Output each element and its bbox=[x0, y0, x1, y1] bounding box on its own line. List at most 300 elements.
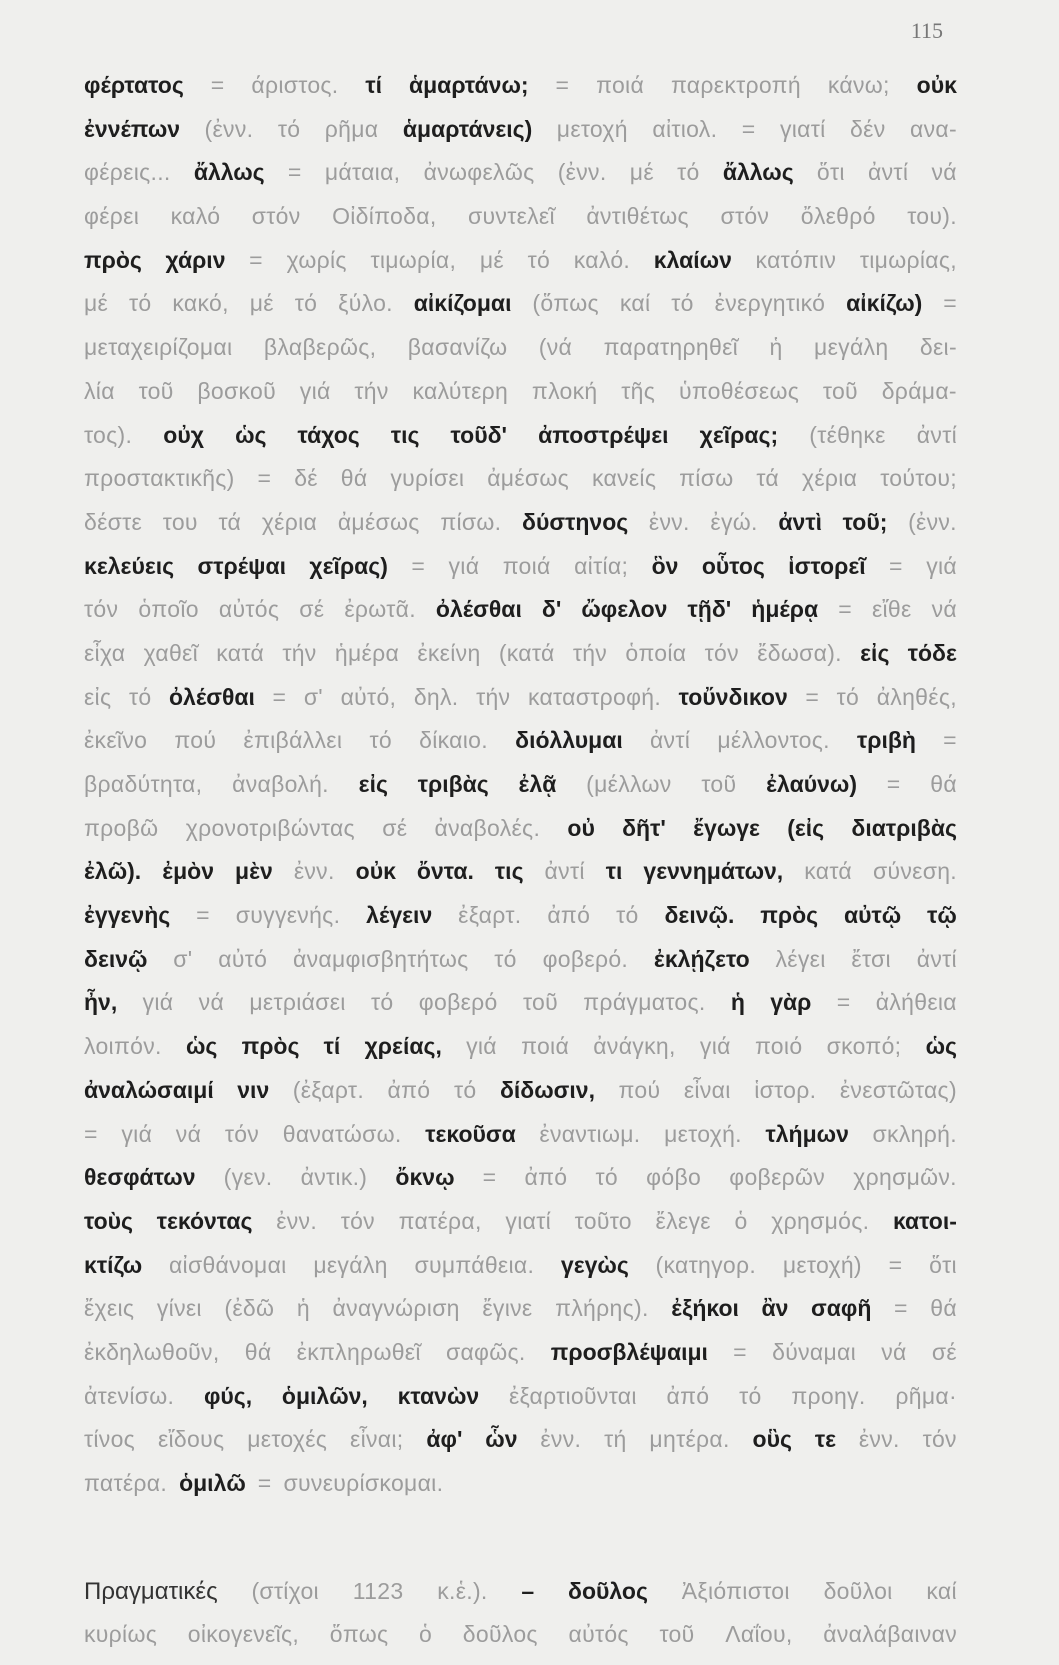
gloss-word: ἀντικ.) bbox=[300, 1164, 368, 1191]
gloss-word: τό bbox=[527, 246, 551, 273]
gloss-word: μεγάλη bbox=[814, 334, 889, 361]
headword: δῆτ' bbox=[622, 814, 666, 841]
gloss-word: κάνω; bbox=[827, 72, 890, 98]
headword: τί bbox=[365, 72, 383, 98]
gloss-word: (τέθηκε bbox=[809, 421, 886, 448]
gloss-word: ποιά bbox=[502, 552, 551, 579]
gloss-word: = bbox=[805, 683, 820, 710]
gloss-word: μέ bbox=[249, 290, 274, 317]
text-line bbox=[84, 378, 957, 422]
headword: ἐξήκοι bbox=[671, 1295, 739, 1322]
gloss-word: κανείς bbox=[591, 465, 657, 492]
gloss-word: ὑποθέσεως bbox=[678, 377, 800, 404]
gloss-word: χέρια bbox=[801, 465, 858, 492]
gloss-word: (κατά bbox=[498, 639, 555, 666]
gloss-word: τόν bbox=[224, 1120, 260, 1147]
gloss-word: μετοχές bbox=[247, 1426, 328, 1453]
headword: ὧν bbox=[485, 1426, 518, 1453]
gloss-word: εἶχα bbox=[84, 639, 126, 666]
headword: προσβλέψαιμι bbox=[550, 1338, 708, 1365]
gloss-word: σέ bbox=[299, 596, 325, 623]
headword: κτίζω bbox=[84, 1251, 143, 1278]
gloss-word: οἰκογενεῖς, bbox=[187, 1621, 300, 1648]
headword: λέγειν bbox=[366, 902, 433, 929]
text-line bbox=[84, 771, 957, 815]
headword: τις bbox=[494, 858, 524, 885]
gloss-word: εἴθε bbox=[871, 596, 912, 623]
gloss-word: βοσκοῦ bbox=[197, 377, 277, 404]
text-line bbox=[84, 1470, 957, 1514]
gloss-word: ἐπιβάλλει bbox=[243, 727, 343, 754]
text-line bbox=[84, 422, 957, 466]
headword: ὁμιλῶν, bbox=[281, 1382, 368, 1409]
headword: ἄλλως bbox=[193, 159, 265, 186]
headword: – bbox=[521, 1577, 535, 1604]
gloss-word: (κατηγορ. bbox=[655, 1251, 757, 1278]
gloss-word: προβῶ bbox=[84, 814, 159, 841]
headword: τις bbox=[390, 421, 420, 448]
gloss-word: ἀντί bbox=[649, 727, 691, 754]
headword: ὃν bbox=[651, 552, 679, 579]
gloss-word: ὅτι bbox=[816, 159, 845, 186]
headword: τοὺς bbox=[84, 1207, 134, 1234]
gloss-word: ἀναβολή. bbox=[232, 771, 329, 797]
gloss-word: τό bbox=[836, 683, 860, 710]
gloss-word: δίκαιο. bbox=[419, 727, 488, 754]
text-line bbox=[84, 989, 957, 1033]
headword: διατριβὰς bbox=[851, 814, 957, 841]
gloss-word: νά bbox=[931, 159, 957, 186]
gloss-word: ἐκείνη bbox=[417, 639, 481, 666]
gloss-word: εἰς bbox=[84, 683, 112, 710]
text-line bbox=[84, 1621, 957, 1665]
gloss-word: ἔδωσα). bbox=[757, 639, 842, 666]
gloss-word: χρησμός. bbox=[771, 1207, 870, 1234]
gloss-word: μετοχή bbox=[556, 115, 628, 142]
headword: αὐτῷ bbox=[844, 902, 902, 929]
headword: διόλλυμαι bbox=[515, 727, 623, 754]
gloss-word: ἀνωφελῶς bbox=[423, 159, 535, 186]
text-line bbox=[84, 596, 957, 640]
text-line bbox=[84, 1339, 957, 1383]
gloss-word: ἔχεις bbox=[84, 1295, 135, 1322]
headword: οὐχ bbox=[163, 421, 204, 448]
gloss-word: θά bbox=[930, 771, 957, 797]
headword: ἦν, bbox=[84, 989, 118, 1016]
headword: ἐμὸν bbox=[162, 858, 215, 885]
gloss-word: του bbox=[162, 508, 198, 535]
gloss-word: ἀντί bbox=[544, 858, 585, 885]
gloss-word: = bbox=[893, 1295, 908, 1322]
gloss-word: πλήρης). bbox=[555, 1295, 649, 1322]
headword: ἄλλως bbox=[722, 159, 794, 186]
headword: σαφῆ bbox=[811, 1295, 872, 1322]
text-line bbox=[84, 465, 957, 509]
gloss-word: ἀναλάβαιναν bbox=[823, 1621, 957, 1648]
gloss-word: γυρίσει bbox=[390, 465, 465, 492]
gloss-word: κυρίως bbox=[84, 1621, 158, 1648]
text-line bbox=[84, 247, 957, 291]
gloss-word: πίσω. bbox=[440, 508, 502, 535]
headword: ἁμαρτάνεις) bbox=[402, 115, 533, 142]
headword: χάριν bbox=[165, 246, 226, 273]
headword: (εἰς bbox=[787, 814, 825, 841]
gloss-word: 1123 bbox=[352, 1577, 404, 1604]
gloss-word: μεταχειρίζομαι bbox=[84, 334, 233, 361]
gloss-word: ἀτενίσω. bbox=[84, 1382, 175, 1409]
gloss-word: καί bbox=[619, 290, 651, 317]
headword: αἰκίζομαι bbox=[413, 290, 512, 317]
gloss-word: τήν bbox=[476, 683, 511, 710]
gloss-word: τό bbox=[294, 290, 318, 317]
text-line bbox=[84, 815, 957, 859]
gloss-word: ἐξαρτ. bbox=[458, 902, 522, 929]
gloss-word: κ.ἑ.). bbox=[437, 1577, 488, 1604]
text-line bbox=[84, 1383, 957, 1427]
gloss-word: τήν bbox=[282, 639, 317, 666]
headword: ἀποστρέψει bbox=[538, 421, 669, 448]
gloss-word: τό bbox=[616, 902, 639, 929]
gloss-word: = bbox=[210, 72, 225, 98]
gloss-word: κατά bbox=[216, 639, 265, 666]
headword: τοῦ; bbox=[842, 508, 888, 535]
gloss-word: = bbox=[889, 552, 903, 579]
gloss-word: αἰτία; bbox=[574, 552, 629, 579]
gloss-word: μεγάλη bbox=[313, 1251, 388, 1278]
gloss-word: ὁ bbox=[734, 1207, 748, 1234]
gloss-word: νά bbox=[198, 989, 225, 1016]
headword: ἐλῶ). bbox=[84, 858, 142, 885]
text-line bbox=[84, 902, 957, 946]
gloss-word: συντελεῖ bbox=[468, 203, 555, 230]
gloss-word: ὁποία bbox=[625, 639, 687, 666]
text-line bbox=[84, 553, 957, 597]
gloss-word: = bbox=[741, 115, 756, 142]
headword: θεσφάτων bbox=[84, 1164, 196, 1191]
gloss-word: τοῦ bbox=[659, 1621, 695, 1648]
gloss-word: βασανίζω bbox=[407, 334, 508, 361]
headword: ἡμέρᾳ bbox=[751, 596, 819, 623]
headword: τῷ bbox=[927, 902, 957, 929]
gloss-word: τό bbox=[369, 727, 392, 754]
gloss-word: τά bbox=[218, 508, 242, 535]
gloss-word: Πραγματικές bbox=[84, 1577, 218, 1605]
headword: δεινῷ bbox=[84, 945, 148, 972]
gloss-word: καί bbox=[926, 1577, 957, 1604]
gloss-word: ἔγινε bbox=[482, 1295, 533, 1322]
gloss-word: σκοπό; bbox=[826, 1033, 902, 1060]
gloss-word: (γεν. bbox=[223, 1164, 273, 1191]
gloss-word: ἀντί bbox=[916, 945, 957, 972]
gloss-word: σύνεση. bbox=[872, 858, 957, 885]
gloss-word: Οἰδίποδα, bbox=[332, 203, 437, 230]
gloss-word: φέρεις... bbox=[84, 159, 171, 186]
gloss-word: καταστροφή. bbox=[527, 683, 662, 710]
gloss-word: ἀντί bbox=[868, 159, 909, 186]
headword: ἡ bbox=[730, 989, 745, 1016]
gloss-word: ἡμέρα bbox=[334, 639, 400, 666]
headword: ὀλέσθαι bbox=[435, 596, 522, 623]
headword: στρέψαι bbox=[197, 552, 286, 579]
gloss-word: γιά bbox=[142, 989, 174, 1016]
gloss-word: ἡ bbox=[296, 1295, 310, 1322]
gloss-word: ἐνν. bbox=[276, 1207, 318, 1234]
text-line bbox=[84, 1252, 957, 1296]
headword: δίδωσιν, bbox=[499, 1076, 595, 1103]
gloss-word: κατόπιν bbox=[755, 246, 837, 273]
gloss-word: ἐνν. bbox=[540, 1426, 582, 1453]
gloss-word: σ' bbox=[303, 683, 323, 710]
headword: κατοι- bbox=[892, 1207, 957, 1234]
gloss-word: σέ bbox=[931, 1338, 957, 1365]
gloss-word: εἶναι; bbox=[350, 1426, 404, 1453]
gloss-word: (ἐδῶ bbox=[224, 1295, 275, 1322]
gloss-word: ποιά bbox=[521, 1033, 570, 1060]
gloss-word: μέ bbox=[479, 246, 504, 273]
gloss-word: μετοχή) bbox=[782, 1251, 862, 1278]
gloss-word: = bbox=[257, 465, 272, 492]
headword: τριβὰς bbox=[417, 771, 489, 797]
gloss-word: ἀναβολές. bbox=[434, 814, 541, 841]
gloss-word: ανα- bbox=[909, 115, 957, 142]
text-line bbox=[84, 334, 957, 378]
gloss-word: αἰσθάνομαι bbox=[168, 1251, 287, 1278]
gloss-word: δέ bbox=[294, 465, 318, 492]
headword: ἔγωγε bbox=[693, 814, 760, 841]
gloss-word: τοῦ bbox=[138, 377, 174, 404]
gloss-word: μετριάσει bbox=[249, 989, 346, 1016]
gloss-word: συγγενής. bbox=[235, 902, 341, 929]
gloss-word: ὄλεθρό bbox=[800, 203, 876, 230]
gloss-word: ξύλο. bbox=[338, 290, 393, 317]
gloss-word: θά bbox=[340, 465, 368, 492]
gloss-word: ἀναμφισβητήτως bbox=[293, 945, 469, 972]
gloss-word: ἐναντιωμ. bbox=[539, 1120, 641, 1147]
headword: ἀναλώσαιμί bbox=[84, 1076, 214, 1103]
gloss-word: = bbox=[838, 596, 852, 623]
gloss-word: αἰτιολ. bbox=[652, 115, 718, 142]
gloss-word: πατέρα, bbox=[398, 1207, 482, 1234]
gloss-word: ἐνν. bbox=[858, 1426, 900, 1453]
headword: γεννημάτων, bbox=[643, 858, 784, 885]
gloss-word: τό bbox=[370, 989, 394, 1016]
gloss-word: ἀπό bbox=[547, 902, 591, 929]
gloss-word: γιά bbox=[926, 552, 957, 579]
gloss-word: (μέλλων bbox=[586, 771, 672, 797]
headword: οὓς bbox=[752, 1426, 792, 1453]
gloss-word: δοῦλος bbox=[462, 1621, 538, 1648]
headword: ἂν bbox=[761, 1295, 789, 1322]
gloss-word: γιά bbox=[299, 377, 331, 404]
text-line bbox=[84, 946, 957, 990]
gloss-word: μέλλοντος. bbox=[717, 727, 830, 754]
headword: γὰρ bbox=[770, 989, 812, 1016]
headword: κτανὼν bbox=[397, 1382, 480, 1409]
gloss-word: νά bbox=[881, 1338, 907, 1365]
gloss-word: τό bbox=[494, 945, 517, 972]
gloss-word: μετοχή. bbox=[664, 1120, 742, 1147]
gloss-word: γιά bbox=[466, 1033, 497, 1060]
gloss-word: δηλ. bbox=[413, 683, 459, 710]
gloss-word: = bbox=[272, 683, 287, 710]
headword: ἐννέπων bbox=[84, 115, 181, 142]
gloss-word: στόν bbox=[251, 203, 301, 230]
gloss-word: ἐνν. bbox=[293, 858, 335, 885]
gloss-word: = bbox=[84, 1120, 98, 1147]
gloss-word: φοβερό. bbox=[542, 945, 629, 972]
gloss-word: (ἐξαρτ. bbox=[292, 1076, 365, 1103]
gloss-word: χωρίς bbox=[286, 246, 347, 273]
gloss-word: γιατί bbox=[505, 1207, 551, 1234]
gloss-word: θά bbox=[244, 1338, 272, 1365]
headword: εἰς bbox=[358, 771, 388, 797]
text-line bbox=[84, 159, 957, 203]
gloss-word: τοῦ bbox=[701, 771, 737, 797]
gloss-word: πίσω bbox=[679, 465, 734, 492]
headword: ὤφελον bbox=[581, 596, 668, 623]
gloss-word: (ἐνν. bbox=[557, 159, 607, 186]
gloss-word: ἐξαρτιοῦνται bbox=[508, 1382, 637, 1409]
headword: οὐ bbox=[567, 814, 595, 841]
headword: τεκοῦσα bbox=[425, 1120, 516, 1147]
text-line bbox=[84, 203, 957, 247]
gloss-word: αὐτό, bbox=[340, 683, 397, 710]
gloss-word: θά bbox=[930, 1295, 957, 1322]
gloss-word: γιά bbox=[448, 552, 480, 579]
gloss-word: ὅτι bbox=[929, 1251, 957, 1278]
gloss-word: σαφῶς. bbox=[445, 1338, 526, 1365]
gloss-word: ἀναγνώριση bbox=[332, 1295, 460, 1322]
headword: ὡς bbox=[185, 1033, 218, 1060]
gloss-word: μητέρα. bbox=[649, 1426, 730, 1453]
gloss-word: γιά bbox=[699, 1033, 731, 1060]
gloss-word: συμπάθεια. bbox=[414, 1251, 535, 1278]
text-line bbox=[84, 858, 957, 902]
gloss-word: = bbox=[733, 1338, 747, 1365]
headword: χρείας, bbox=[364, 1033, 442, 1060]
headword: ἐλαύνω) bbox=[766, 771, 857, 797]
headword: μὲν bbox=[235, 858, 273, 885]
text-line bbox=[84, 727, 957, 771]
gloss-word: τά bbox=[756, 465, 780, 492]
gloss-word: Ἀξιόπιστοι bbox=[681, 1577, 790, 1604]
gloss-word: γιατί bbox=[779, 115, 826, 142]
gloss-word: πράγματος. bbox=[583, 989, 706, 1016]
gloss-word: καλό bbox=[170, 203, 221, 230]
gloss-word: φέρει bbox=[84, 203, 140, 230]
headword: χεῖρας; bbox=[699, 421, 779, 448]
gloss-word: πού bbox=[618, 1076, 661, 1103]
gloss-word: τόν bbox=[922, 1426, 957, 1453]
gloss-word: λία bbox=[84, 377, 115, 404]
gloss-word: = bbox=[249, 246, 263, 273]
gloss-word: τό bbox=[671, 290, 694, 317]
text-line bbox=[84, 1208, 957, 1252]
gloss-word: ἀπό bbox=[666, 1382, 710, 1409]
gloss-word: = bbox=[836, 989, 851, 1016]
gloss-word: παρατηρηθεῖ bbox=[603, 334, 739, 361]
gloss-word: συνευρίσκομαι. bbox=[283, 1470, 444, 1496]
text-line bbox=[84, 290, 957, 334]
gloss-word: προστακτικῆς) bbox=[84, 465, 235, 492]
text-line bbox=[84, 640, 957, 684]
headword: εἰς bbox=[860, 639, 890, 666]
gloss-word: τόν bbox=[84, 596, 119, 623]
headword: ἀφ' bbox=[426, 1426, 463, 1453]
gloss-word: χρονοτριβώντας bbox=[185, 814, 355, 841]
headword: αἰκίζω) bbox=[846, 290, 923, 317]
gloss-word: ποιό bbox=[754, 1033, 803, 1060]
headword: δ' bbox=[541, 596, 562, 623]
gloss-word: σ' bbox=[173, 945, 193, 972]
gloss-word: (στίχοι bbox=[251, 1577, 319, 1604]
gloss-word: τήν bbox=[354, 377, 389, 404]
page-number: 115 bbox=[910, 18, 943, 43]
headword: δύστηνος bbox=[522, 508, 629, 535]
headword: φέρτατος bbox=[84, 72, 184, 98]
headword: τάχος bbox=[297, 421, 360, 448]
gloss-word: τίνος bbox=[84, 1426, 136, 1453]
gloss-word: λέγει bbox=[775, 945, 826, 972]
gloss-word: τό bbox=[129, 290, 152, 317]
gloss-word: = bbox=[888, 1251, 903, 1278]
gloss-word: ρῆμα· bbox=[895, 1382, 957, 1409]
text-line bbox=[84, 1295, 957, 1339]
gloss-word: τό bbox=[595, 1164, 619, 1191]
gloss-word: σκληρή. bbox=[872, 1120, 957, 1147]
headword: τεκόντας bbox=[156, 1207, 253, 1234]
headword: τί bbox=[323, 1033, 341, 1060]
gloss-word: δράμα- bbox=[881, 377, 957, 404]
gloss-word: δοῦλοι bbox=[823, 1577, 893, 1604]
gloss-word: γιά bbox=[121, 1120, 153, 1147]
gloss-word: πατέρα. bbox=[84, 1470, 168, 1496]
gloss-word: = bbox=[555, 72, 570, 98]
headword: ἁμαρτάνω; bbox=[408, 72, 529, 98]
gloss-word: ἐγώ. bbox=[710, 508, 758, 535]
gloss-word: τιμωρία, bbox=[370, 246, 457, 273]
gloss-word: φοβερό bbox=[418, 989, 498, 1016]
gloss-word: τόν bbox=[340, 1207, 375, 1234]
headword: νιν bbox=[237, 1076, 270, 1103]
headword: ὀλέσθαι bbox=[169, 683, 255, 710]
gloss-word: ὅπως bbox=[329, 1621, 389, 1648]
gloss-word: τό bbox=[453, 1076, 477, 1103]
text-line bbox=[84, 1578, 957, 1622]
gloss-word: = bbox=[411, 552, 426, 579]
gloss-word: ποιά bbox=[596, 72, 645, 98]
gloss-word: = bbox=[196, 902, 210, 929]
headword: κλαίων bbox=[653, 246, 732, 273]
gloss-word: ἱστορ. bbox=[754, 1076, 817, 1103]
gloss-word: ἐκδηλωθοῦν, bbox=[84, 1338, 220, 1365]
headword: ὡς bbox=[925, 1033, 957, 1060]
gloss-word: ἀντί bbox=[916, 421, 957, 448]
headword: ἀντὶ bbox=[778, 508, 822, 535]
gloss-word: τή bbox=[604, 1426, 627, 1453]
gloss-word: μέ bbox=[629, 159, 654, 186]
headword: χεῖρας) bbox=[309, 552, 388, 579]
gloss-word: γίνει bbox=[156, 1295, 202, 1322]
gloss-word: = bbox=[943, 290, 957, 317]
gloss-word: λοιπόν. bbox=[84, 1033, 162, 1060]
gloss-word: = bbox=[886, 771, 901, 797]
gloss-word: (νά bbox=[538, 334, 573, 361]
gloss-word: ἀνάγκη, bbox=[593, 1033, 676, 1060]
gloss-word: βλαβερῶς, bbox=[263, 334, 377, 361]
gloss-word: εἶναι bbox=[683, 1076, 731, 1103]
gloss-word: βραδύτητα, bbox=[84, 771, 203, 797]
